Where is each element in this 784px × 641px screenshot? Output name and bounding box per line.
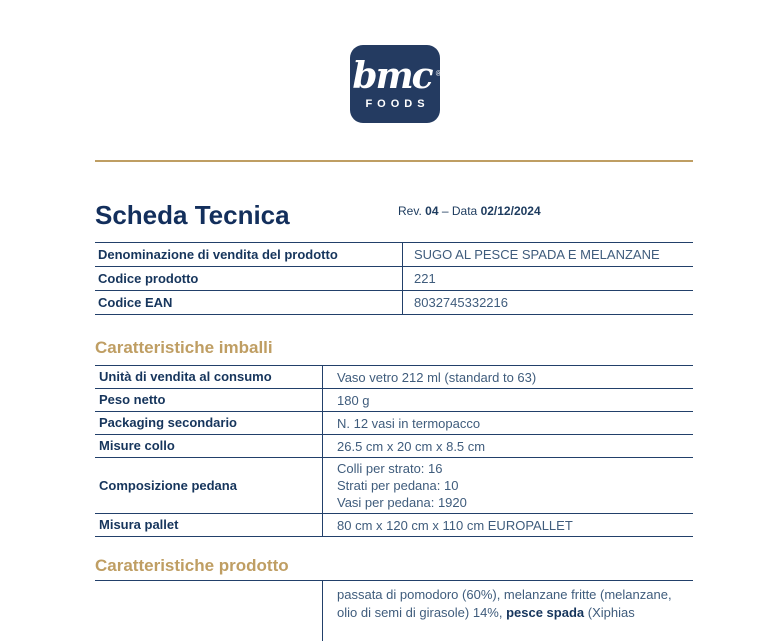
product-info-table [95, 242, 693, 315]
ingredients-label-cell [95, 581, 323, 641]
ingredients-line1: passata di pomodoro (60%), melanzane fritte (melanzane, [337, 587, 672, 602]
table-row [95, 458, 693, 514]
row-label: Packaging secondario [95, 412, 323, 434]
section-heading-prodotto: Caratteristiche prodotto [95, 556, 289, 575]
ingredients-allergen: pesce spada [506, 604, 585, 620]
table-row [95, 581, 693, 641]
date-label: Data [451, 204, 478, 218]
table-row [95, 243, 693, 267]
logo-brand-script [352, 55, 442, 97]
table-row [95, 267, 693, 291]
pallet-line: Colli per strato: 16 [337, 461, 443, 476]
section-heading-imballi: Caratteristiche imballi [95, 338, 273, 357]
row-value: N. 12 vasi in termopacco [337, 415, 481, 431]
pallet-line: Strati per pedana: 10 [337, 478, 459, 493]
table-row [95, 366, 693, 389]
ingredients-line2-post: (Xiphias [584, 604, 635, 620]
pallet-line: Vasi per pedana: 1920 [337, 495, 467, 510]
row-value: SUGO AL PESCE SPADA E MELANZANE [414, 247, 660, 262]
row-value: 8032745332216 [414, 295, 508, 310]
row-value [323, 458, 693, 513]
logo-subtitle: FOODS [365, 98, 430, 110]
row-label: Misura pallet [95, 514, 323, 536]
row-label: Composizione pedana [95, 458, 323, 513]
table-row [95, 412, 693, 435]
date-value: 02/12/2024 [480, 204, 541, 218]
ingredients-value-cell [323, 581, 693, 641]
row-value: 221 [414, 271, 436, 286]
ingredients-line2-pre: olio di semi di girasole) 14%, [337, 604, 507, 620]
rev-number: 04 [425, 204, 439, 218]
packaging-table [95, 365, 693, 537]
row-value: 80 cm x 120 cm x 110 cm EUROPALLET [337, 517, 573, 533]
header-divider-rule [95, 160, 693, 162]
rev-label: Rev. [398, 204, 422, 218]
table-row [95, 291, 693, 315]
registered-trademark-icon: ® [435, 69, 442, 78]
row-value: 26.5 cm x 20 cm x 8.5 cm [337, 438, 486, 454]
row-value: Vaso vetro 212 ml (standard to 63) [337, 369, 537, 385]
product-characteristics-table [95, 580, 693, 641]
logo-brand-text: bmc [352, 55, 432, 97]
row-label: Codice prodotto [95, 267, 403, 290]
table-row [95, 389, 693, 412]
row-label: Denominazione di vendita del prodotto [95, 243, 403, 266]
row-label: Unità di vendita al consumo [95, 366, 323, 388]
bmc-foods-logo [350, 45, 440, 123]
rev-separator: – [441, 204, 449, 218]
table-row [95, 514, 693, 537]
page-title: Scheda Tecnica [95, 200, 290, 230]
row-value: 180 g [337, 392, 370, 408]
table-row [95, 435, 693, 458]
revision-line [398, 204, 541, 218]
row-label: Misure collo [95, 435, 323, 457]
row-label: Codice EAN [95, 291, 403, 314]
row-label: Peso netto [95, 389, 323, 411]
